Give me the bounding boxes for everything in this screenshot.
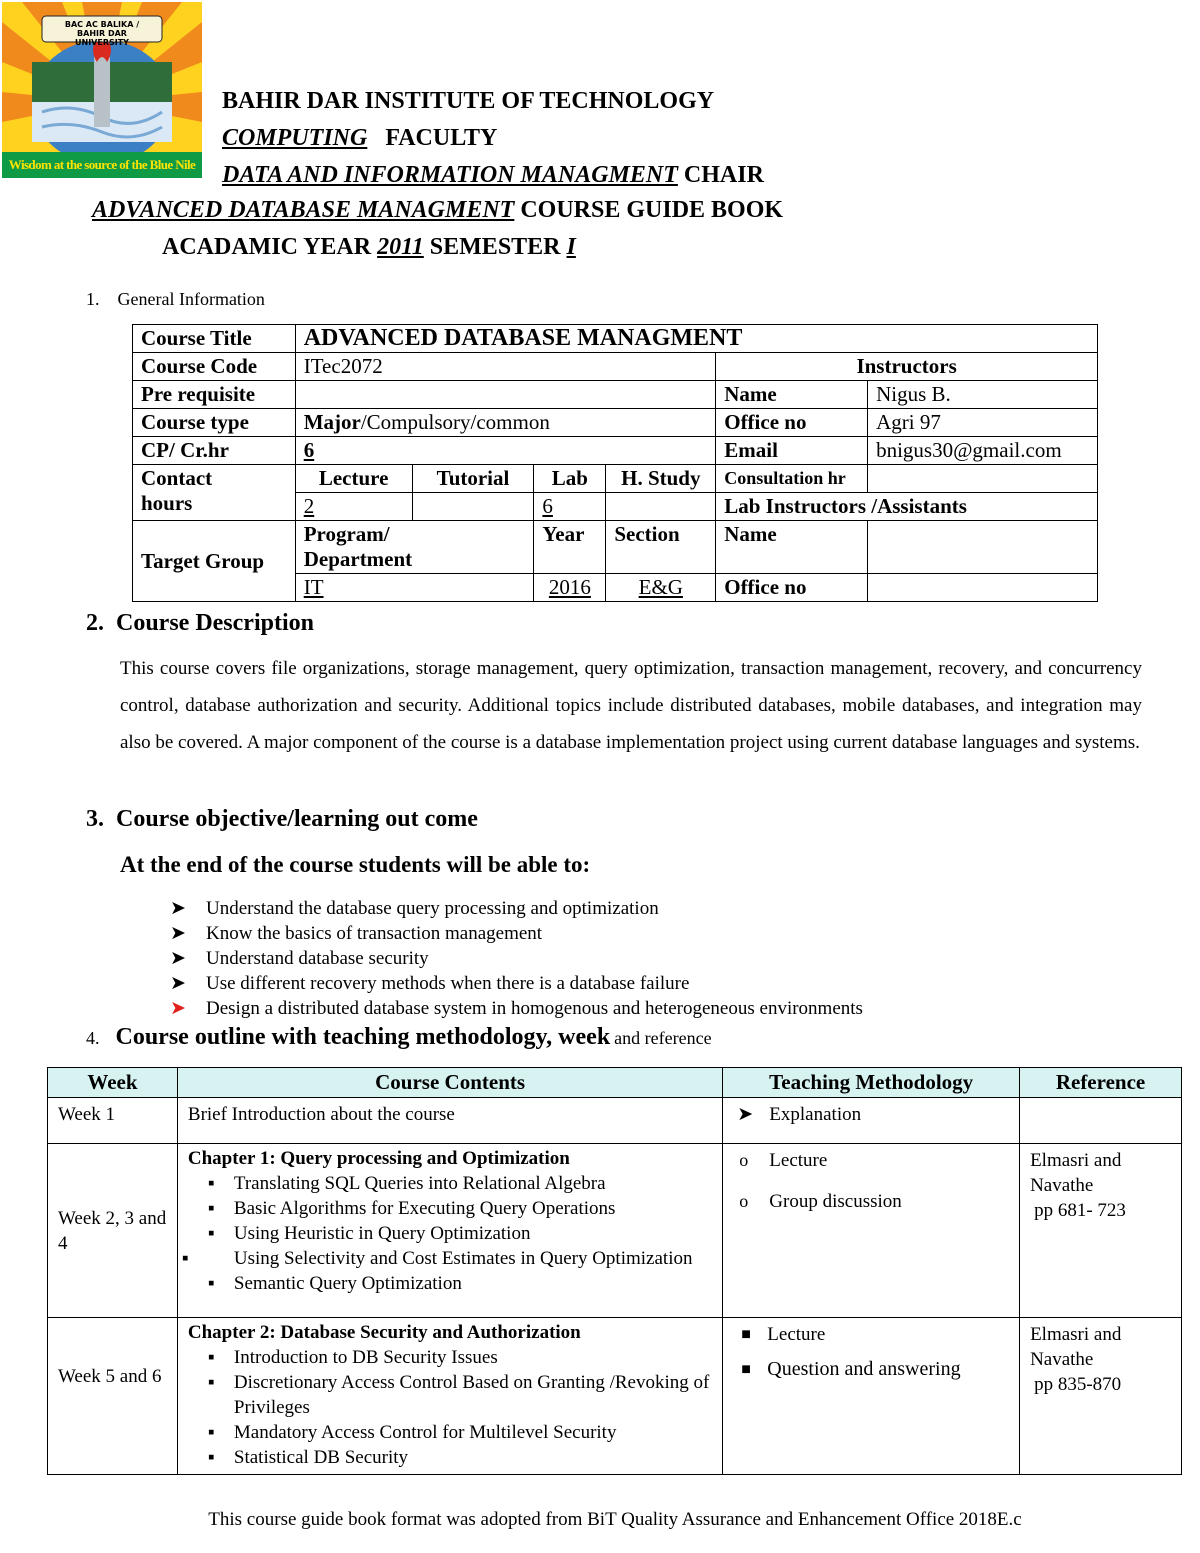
arrow-bullet-icon: ➤ xyxy=(170,923,186,944)
week-cell: Week 2, 3 and 4 xyxy=(48,1144,178,1318)
email-label: Email xyxy=(716,437,868,465)
table-row xyxy=(48,1318,1182,1475)
contact-label-line1: Contact xyxy=(141,466,213,490)
table-header-row xyxy=(48,1068,1182,1098)
objective-text: Understand database security xyxy=(206,948,429,969)
instructor-name-value: Nigus B. xyxy=(868,381,1098,409)
table-row xyxy=(48,1144,1182,1318)
reference-author: Navathe xyxy=(1030,1175,1094,1196)
method-cell xyxy=(723,1098,1020,1144)
outline-title-suffix: and reference xyxy=(614,1028,712,1048)
method-item xyxy=(741,1322,1009,1347)
credit-hours-value: 6 xyxy=(295,437,716,465)
course-description-heading xyxy=(86,610,314,637)
academic-year-line xyxy=(162,233,576,261)
lab-instructors-header: Lab Instructors /Assistants xyxy=(716,493,1098,521)
content-cell: Brief Introduction about the course xyxy=(177,1098,722,1144)
list-item: ▪ Discretionary Access Control Based on Granting /Revoking of Privileges xyxy=(234,1370,712,1420)
program-label-line2: Department xyxy=(303,547,413,571)
chair-suffix: CHAIR xyxy=(683,162,764,188)
instructors-header: Instructors xyxy=(716,353,1098,381)
square-bullet-icon: ■ xyxy=(741,1326,751,1343)
page-footer: This course guide book format was adopted from BiT Quality Assurance and Enhancement Office 2018E.c xyxy=(208,1509,1022,1530)
lecture-hours-value: 2 xyxy=(295,493,412,521)
chapter-title: Chapter 1: Query processing and Optimization xyxy=(187,1148,570,1169)
section-title: Course Description xyxy=(116,610,314,636)
objectives-intro: At the end of the course students will be able to: xyxy=(120,852,591,877)
reference-cell xyxy=(1020,1098,1182,1144)
list-item: ▪ Using Heuristic in Query Optimization xyxy=(234,1221,712,1246)
table-row xyxy=(133,409,1098,437)
section-number: 3. xyxy=(86,806,104,832)
chair-name: DATA AND INFORMATION MANAGMENT xyxy=(222,162,678,188)
arrow-bullet-icon: ➤ xyxy=(737,1104,754,1125)
topic-list xyxy=(188,1345,712,1470)
content-cell xyxy=(177,1144,722,1318)
list-item: ▪ Basic Algorithms for Executing Query Operations xyxy=(234,1196,712,1221)
circle-bullet-icon: o xyxy=(739,1150,749,1170)
academic-year-label: ACADAMIC YEAR xyxy=(162,234,372,260)
semester-label: SEMESTER xyxy=(429,234,561,260)
list-item: ▪ Introduction to DB Security Issues xyxy=(234,1345,712,1370)
topic-text: Using Selectivity and Cost Estimates in Query Optimization xyxy=(233,1248,693,1269)
consultation-value xyxy=(868,465,1098,493)
consultation-label: Consultation hr xyxy=(716,465,868,493)
course-code-label: Course Code xyxy=(133,353,296,381)
credit-hours-label: CP/ Cr.hr xyxy=(133,437,296,465)
course-outline-table xyxy=(47,1067,1182,1475)
academic-year-value: 2011 xyxy=(377,234,424,260)
method-cell xyxy=(723,1144,1020,1318)
lab-office-value xyxy=(868,574,1098,602)
target-group-label: Target Group xyxy=(133,521,296,602)
course-description-text: This course covers file organizations, storage management, query optimization, transaction management, recovery, and concurrency control, database authorization and security. Additional topics include distributed databases, mobile databases, and integration may also be covered. A major component of the course is a database implementation project using current database languages and systems. xyxy=(120,658,1142,753)
year-value: 2016 xyxy=(534,574,606,602)
objective-text: Design a distributed database system in homogenous and heterogeneous environments xyxy=(206,998,863,1019)
outline-title: Course outline with teaching methodology, week xyxy=(115,1024,611,1050)
table-row xyxy=(133,353,1098,381)
course-code-value: ITec2072 xyxy=(295,353,716,381)
method-item xyxy=(739,1189,1009,1214)
table-row xyxy=(133,325,1098,353)
tutorial-hours-value xyxy=(412,493,534,521)
section-header: Section xyxy=(606,521,716,574)
method-text: Question and answering xyxy=(767,1358,961,1380)
reference-pages: pp 835-870 xyxy=(1034,1374,1122,1395)
table-row xyxy=(48,1098,1182,1144)
logo-banner-text: BAC AC BALIKA / BAHIR DAR UNIVERSITY xyxy=(64,20,140,47)
institute-name: BAHIR DAR INSTITUTE OF TECHNOLOGY xyxy=(222,88,715,114)
general-info-heading xyxy=(86,289,265,310)
university-logo xyxy=(2,2,202,178)
objectives-heading xyxy=(86,806,478,833)
lecture-header: Lecture xyxy=(295,465,412,493)
reference-cell xyxy=(1020,1144,1182,1318)
section-number: 1. xyxy=(86,289,100,309)
reference-pages: pp 681- 723 xyxy=(1034,1200,1126,1221)
program-label-line1: Program/ xyxy=(303,522,390,546)
list-item xyxy=(170,921,1070,946)
method-item xyxy=(739,1148,1009,1173)
column-header: Course Contents xyxy=(177,1068,722,1098)
arrow-bullet-icon: ➤ xyxy=(170,898,186,919)
lab-header: Lab xyxy=(534,465,606,493)
table-row xyxy=(133,437,1098,465)
section-value: E&G xyxy=(606,574,716,602)
prerequisite-label: Pre requisite xyxy=(133,381,296,409)
topic-list xyxy=(188,1171,712,1296)
year-header: Year xyxy=(534,521,606,574)
lab-name-label: Name xyxy=(716,521,868,574)
list-item: ▪ Translating SQL Queries into Relational Algebra xyxy=(234,1171,712,1196)
faculty-line xyxy=(222,124,497,152)
chapter-title: Chapter 2: Database Security and Authorization xyxy=(187,1322,581,1343)
instructor-name-label: Name xyxy=(716,381,868,409)
method-cell xyxy=(723,1318,1020,1475)
section-number: 4. xyxy=(86,1028,100,1048)
arrow-bullet-icon: ➤ xyxy=(170,973,186,994)
course-type-label: Course type xyxy=(133,409,296,437)
course-title-value: ADVANCED DATABASE MANAGMENT xyxy=(295,325,1097,353)
tutorial-header: Tutorial xyxy=(412,465,534,493)
home-study-value xyxy=(606,493,716,521)
course-guide-suffix: COURSE GUIDE BOOK xyxy=(520,197,784,223)
lab-hours-value: 6 xyxy=(534,493,606,521)
program-header xyxy=(295,521,534,574)
reference-author: Elmasri and xyxy=(1030,1324,1122,1345)
section-title: Course objective/learning out come xyxy=(116,806,478,832)
list-item: ▪ Mandatory Access Control for Multilevel Security xyxy=(234,1420,712,1445)
list-item xyxy=(170,971,1070,996)
week-cell: Week 1 xyxy=(48,1098,178,1144)
week-cell: Week 5 and 6 xyxy=(48,1318,178,1475)
arrow-bullet-icon: ➤ xyxy=(170,948,186,969)
column-header: Reference xyxy=(1020,1068,1182,1098)
method-text: Group discussion xyxy=(769,1191,902,1212)
content-cell xyxy=(177,1318,722,1475)
table-row xyxy=(133,381,1098,409)
method-text: Lecture xyxy=(767,1324,826,1345)
contact-hours-label xyxy=(133,465,296,521)
semester-value: I xyxy=(566,234,576,260)
table-row xyxy=(133,521,1098,574)
reference-author: Elmasri and xyxy=(1030,1150,1122,1171)
course-guide-title xyxy=(92,196,783,224)
course-type-value xyxy=(295,409,716,437)
list-item: ▪ Semantic Query Optimization xyxy=(234,1271,712,1296)
method-text: Explanation xyxy=(769,1104,862,1125)
course-type-rest: /Compulsory/common xyxy=(360,410,550,434)
reference-cell xyxy=(1020,1318,1182,1475)
course-title-label: Course Title xyxy=(133,325,296,353)
list-item xyxy=(208,1246,712,1271)
list-item xyxy=(170,896,1070,921)
objective-text: Know the basics of transaction management xyxy=(206,923,543,944)
logo-motto: Wisdom at the source of the Blue Nile xyxy=(8,157,196,172)
general-info-table xyxy=(132,324,1098,602)
contact-label-line2: hours xyxy=(141,491,193,515)
objective-text: Use different recovery methods when there is a database failure xyxy=(206,973,690,994)
home-study-header: H. Study xyxy=(606,465,716,493)
arrow-bullet-icon: ➤ xyxy=(170,998,186,1019)
method-text: Lecture xyxy=(769,1150,828,1171)
section-number: 2. xyxy=(86,610,104,636)
square-bullet-icon: ■ xyxy=(741,1361,751,1378)
lab-office-label: Office no xyxy=(716,574,868,602)
course-name: ADVANCED DATABASE MANAGMENT xyxy=(92,197,515,223)
list-item: ▪ Statistical DB Security xyxy=(234,1445,712,1470)
faculty-name: COMPUTING xyxy=(222,125,368,151)
office-label: Office no xyxy=(716,409,868,437)
method-item xyxy=(741,1357,1009,1382)
section-title: General Information xyxy=(117,289,265,309)
column-header: Week xyxy=(48,1068,178,1098)
office-value: Agri 97 xyxy=(868,409,1098,437)
faculty-suffix: FACULTY xyxy=(385,125,498,151)
prerequisite-value xyxy=(295,381,716,409)
method-item xyxy=(737,1104,862,1125)
program-value: IT xyxy=(295,574,534,602)
list-item xyxy=(170,996,1070,1021)
circle-bullet-icon: o xyxy=(739,1191,749,1211)
objectives-list xyxy=(170,896,1070,1021)
table-row xyxy=(133,465,1098,493)
lab-name-value xyxy=(868,521,1098,574)
column-header: Teaching Methodology xyxy=(723,1068,1020,1098)
email-value[interactable]: bnigus30@gmail.com xyxy=(868,437,1098,465)
list-item xyxy=(170,946,1070,971)
course-type-major: Major xyxy=(303,410,361,434)
chair-line xyxy=(222,161,764,189)
reference-author: Navathe xyxy=(1030,1349,1094,1370)
objective-text: Understand the database query processing and optimization xyxy=(206,898,659,919)
outline-heading xyxy=(86,1024,712,1051)
